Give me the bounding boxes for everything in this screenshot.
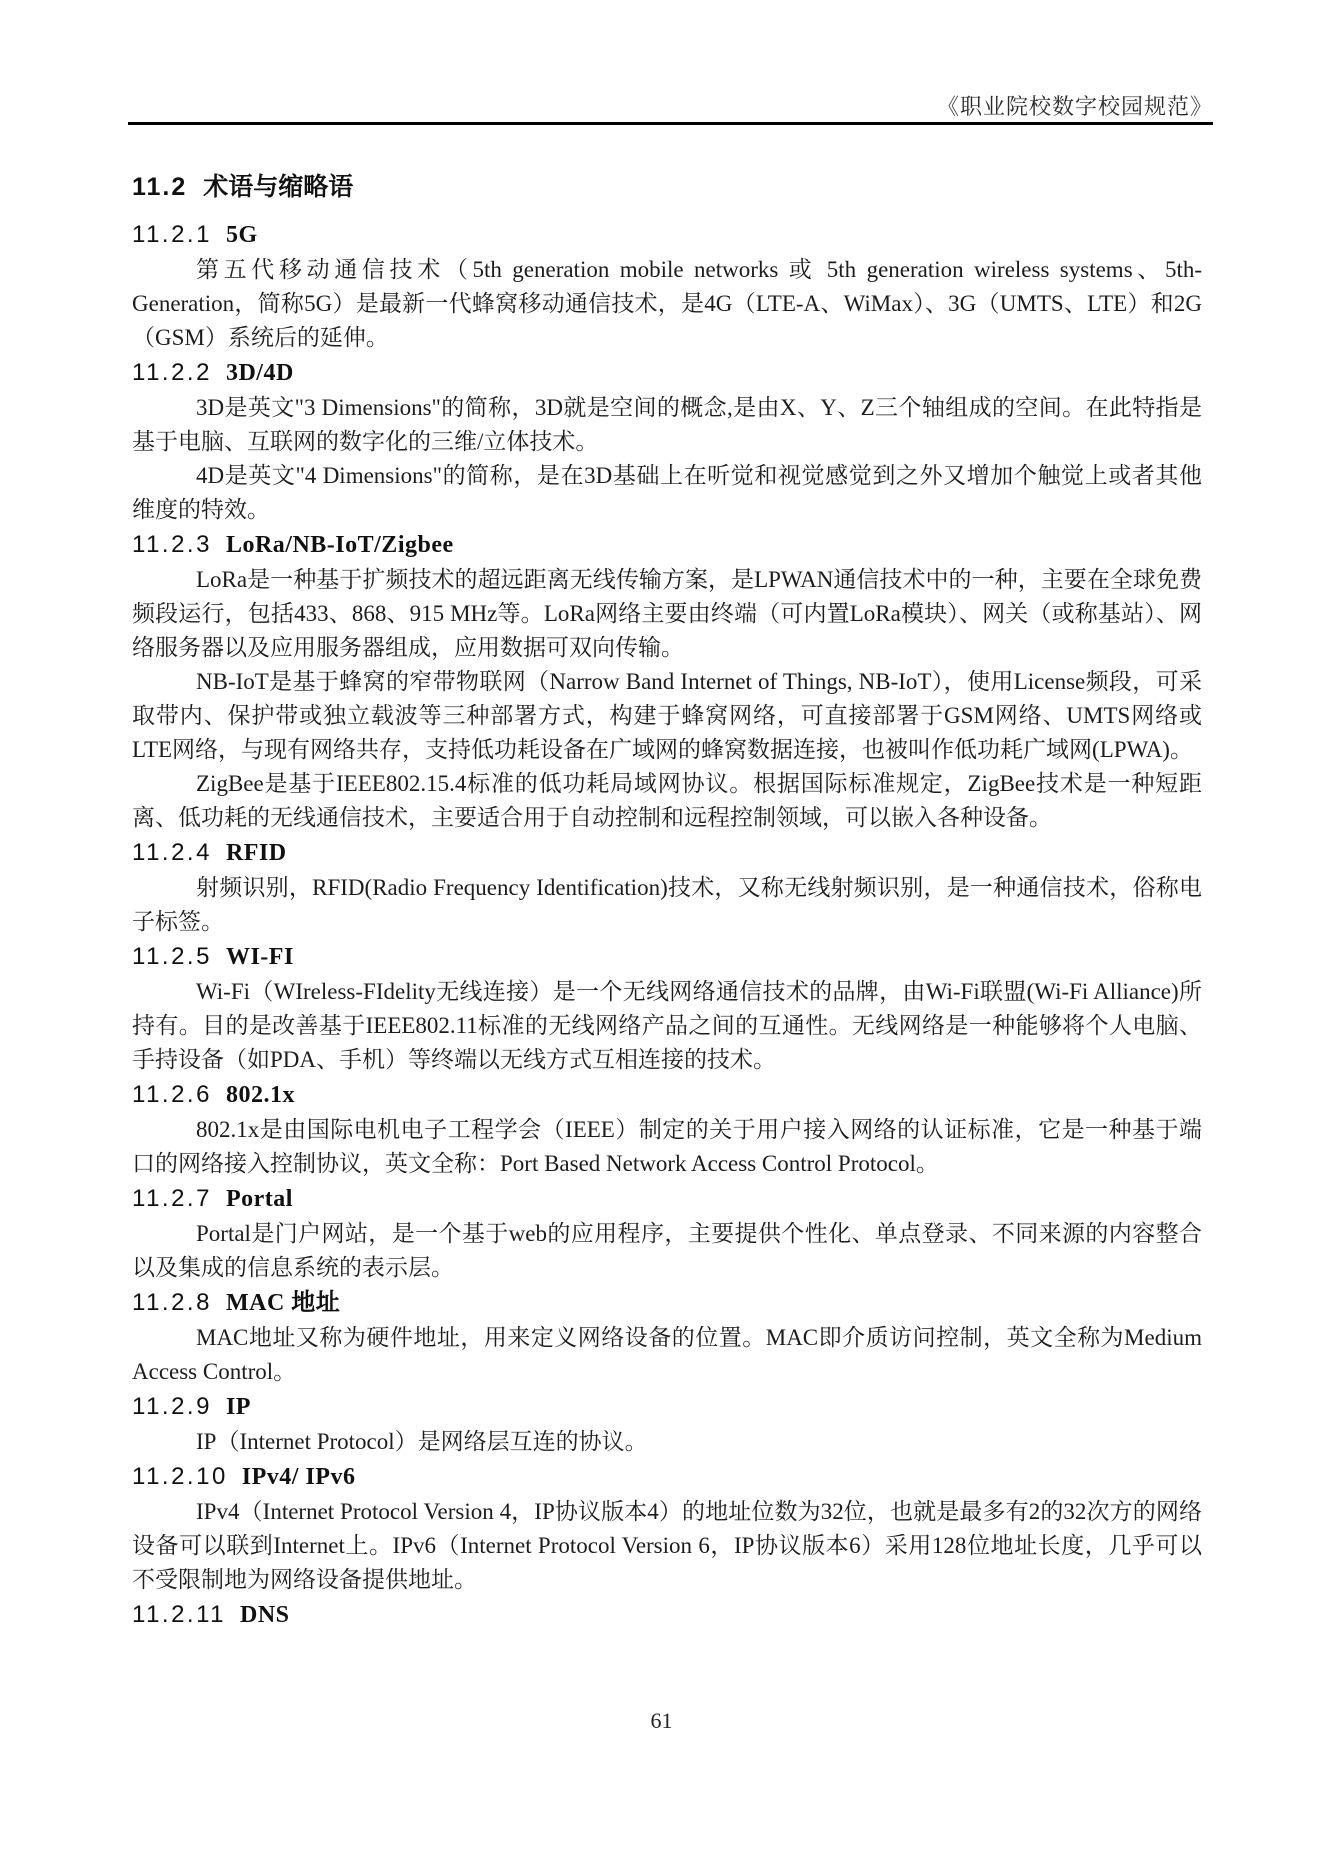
subsection-term: LoRa/NB-IoT/Zigbee — [225, 532, 454, 558]
paragraph: 802.1x是由国际电机电子工程学会（IEEE）制定的关于用户接入网络的认证标准，它是一种基于端口的网络接入控制协议，英文全称：Port Based Network Access Control Protocol。 — [132, 1117, 1202, 1176]
page-content — [0, 170, 1323, 1632]
paragraph: IPv4（Internet Protocol Version 4，IP协议版本4）的地址位数为32位，也就是最多有2的32次方的网络设备可以联到Internet上。IPv6（Internet Protocol Version 6，IP协议版本6）采用128位地址长度，几乎可以不受限制地为网络设备提供地址。 — [132, 1499, 1202, 1592]
subsection-heading-wifi — [132, 940, 1202, 974]
paragraph: Portal是门户网站，是一个基于web的应用程序，主要提供个性化、单点登录、不同来源的内容整合以及集成的信息系统的表示层。 — [132, 1221, 1202, 1280]
subsection-number: 11.2.11 — [132, 1601, 227, 1628]
page-number: 61 — [650, 1708, 673, 1733]
paragraph: 3D是英文"3 Dimensions"的简称，3D就是空间的概念,是由X、Y、Z三个轴组成的空间。在此特指是基于电脑、互联网的数字化的三维/立体技术。 — [132, 395, 1202, 454]
subsection-heading-3d4d — [132, 356, 1202, 390]
section-title-text: 术语与缩略语 — [203, 173, 354, 201]
subsection-term: 3D/4D — [225, 360, 294, 386]
subsection-number: 11.2.7 — [132, 1185, 212, 1212]
paragraph: 射频识别，RFID(Radio Frequency Identification)技术，又称无线射频识别，是一种通信技术，俗称电子标签。 — [132, 875, 1202, 934]
subsection-number: 11.2.8 — [132, 1289, 212, 1316]
subsection-heading-portal — [132, 1182, 1202, 1216]
subsection-term: Portal — [225, 1186, 293, 1212]
subsection-term: 802.1x — [225, 1082, 295, 1108]
subsection-number: 11.2.6 — [132, 1081, 212, 1108]
paragraph: LoRa是一种基于扩频技术的超远距离无线传输方案，是LPWAN通信技术中的一种，主要在全球免费频段运行，包括433、868、915 MHz等。LoRa网络主要由终端（可内置LoRa模块）、网关（或称基站）、网络服务器以及应用服务器组成，应用数据可双向传输。 — [132, 567, 1202, 660]
paragraph: IP（Internet Protocol）是网络层互连的协议。 — [196, 1429, 648, 1454]
paragraph: Wi-Fi（WIreless-FIdelity无线连接）是一个无线网络通信技术的品牌，由Wi-Fi联盟(Wi-Fi Alliance)所持有。目的是改善基于IEEE802.11标准的无线网络产品之间的互通性。无线网络是一种能够将个人电脑、手持设备（如PDA、手机）等终端以无线方式互相连接的技术。 — [132, 979, 1202, 1072]
paragraph: ZigBee是基于IEEE802.15.4标准的低功耗局域网协议。根据国际标准规定，ZigBee技术是一种短距离、低功耗的无线通信技术，主要适合用于自动控制和远程控制领域，可以嵌入各种设备。 — [132, 771, 1202, 830]
section-number: 11.2 — [132, 173, 188, 201]
subsection-heading-lora-nbiot-zigbee — [132, 528, 1202, 562]
document-header-title: 《职业院校数字校园规范》 — [936, 94, 1213, 119]
subsection-heading-mac — [132, 1286, 1202, 1320]
subsection-heading-5g — [132, 218, 1202, 252]
subsection-number: 11.2.1 — [132, 221, 212, 248]
header-rule — [128, 122, 1213, 125]
paragraph: NB-IoT是基于蜂窝的窄带物联网（Narrow Band Internet of Things, NB-IoT），使用License频段，可采取带内、保护带或独立载波等三种部署方式，构建于蜂窝网络，可直接部署于GSM网络、UMTS网络或LTE网络，与现有网络共存，支持低功耗设备在广域网的蜂窝数据连接，也被叫作低功耗广域网(LPWA)。 — [132, 669, 1202, 762]
subsection-term: IP — [225, 1394, 251, 1420]
subsection-term: DNS — [240, 1602, 290, 1628]
subsection-number: 11.2.4 — [132, 839, 212, 866]
subsection-heading-ipv4-ipv6 — [132, 1460, 1202, 1494]
subsection-heading-dns — [132, 1598, 1202, 1632]
subsection-heading-ip — [132, 1390, 1202, 1424]
subsection-term: IPv4/ IPv6 — [241, 1464, 356, 1490]
subsection-number: 11.2.10 — [132, 1463, 228, 1490]
subsection-term: MAC 地址 — [225, 1290, 341, 1316]
paragraph: 第五代移动通信技术（5th generation mobile networks 或 5th generation wireless systems、5th-Generation，简称5G）是最新一代蜂窝移动通信技术，是4G（LTE-A、WiMax）、3G（UMTS、LTE）和2G（GSM）系统后的延伸。 — [132, 257, 1202, 350]
paragraph: 4D是英文"4 Dimensions"的简称，是在3D基础上在听觉和视觉感觉到之外又增加个触觉上或者其他维度的特效。 — [132, 463, 1202, 522]
subsection-number: 11.2.3 — [132, 531, 212, 558]
paragraph: MAC地址又称为硬件地址，用来定义网络设备的位置。MAC即介质访问控制，英文全称为Medium Access Control。 — [132, 1325, 1202, 1384]
subsection-term: WI-FI — [225, 944, 294, 970]
subsection-number: 11.2.5 — [132, 943, 212, 970]
subsection-term: 5G — [225, 222, 258, 248]
subsection-number: 11.2.2 — [132, 359, 212, 386]
subsection-heading-8021x — [132, 1078, 1202, 1112]
subsection-term: RFID — [225, 840, 287, 866]
subsection-heading-rfid — [132, 836, 1202, 870]
subsection-number: 11.2.9 — [132, 1393, 212, 1420]
section-title — [132, 170, 1202, 204]
